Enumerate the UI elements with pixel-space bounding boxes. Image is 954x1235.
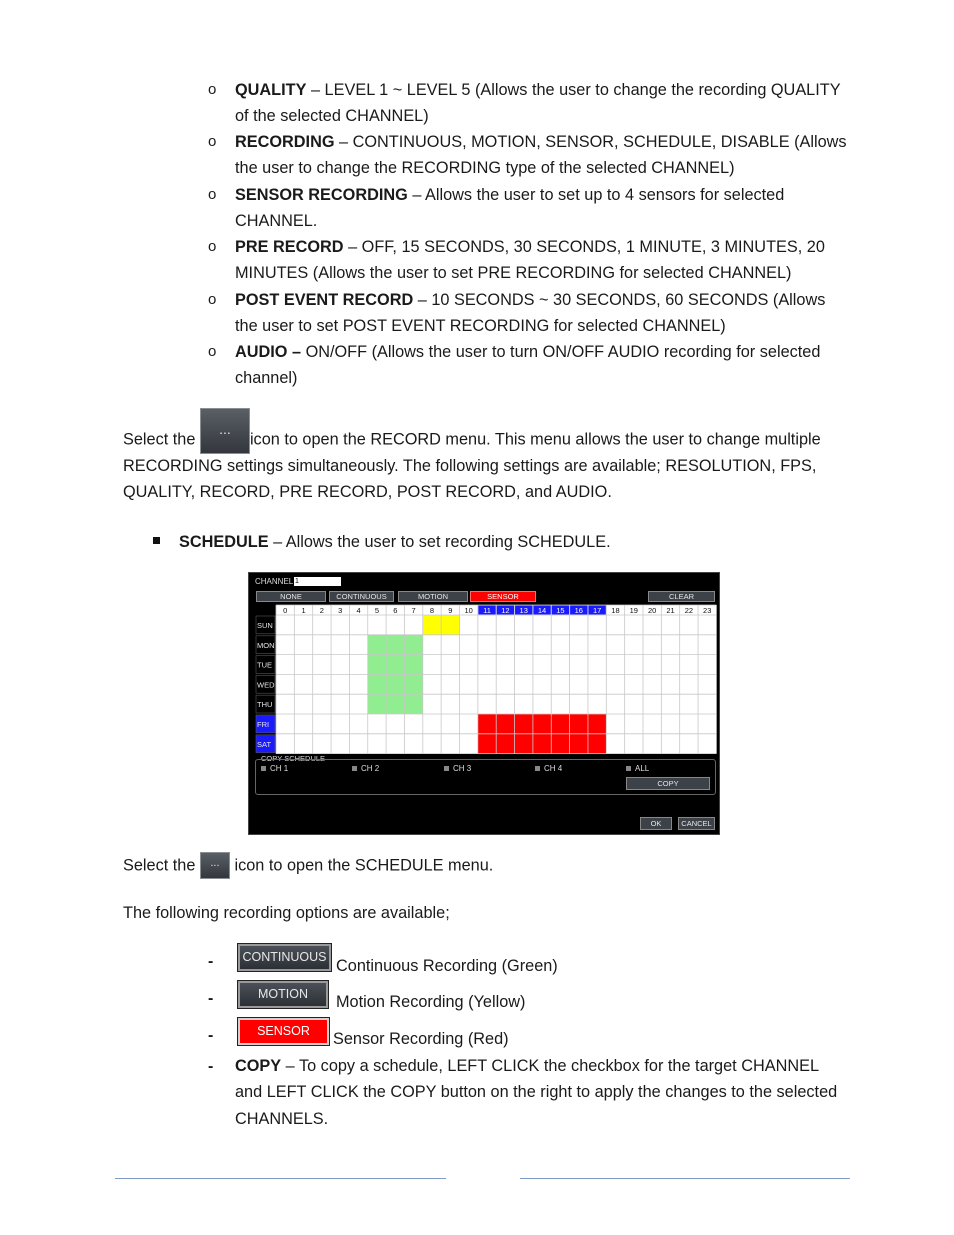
bullet-pre-record	[208, 234, 848, 287]
mode-none-button[interactable]: NONE	[256, 591, 326, 602]
options-intro: The following recording options are available;	[123, 904, 450, 922]
copy-ch2-label: CH 2	[361, 764, 380, 773]
continuous-block	[368, 655, 423, 675]
sensor-legend-text: Sensor Recording (Red)	[333, 1030, 509, 1048]
hour-label: 4	[356, 606, 361, 615]
bullet-sensor-recording	[208, 182, 848, 235]
bullet-post-event-record	[208, 287, 848, 340]
bullet-term: AUDIO –	[235, 343, 302, 361]
bullet-recording	[208, 129, 848, 182]
day-label: SUN	[257, 621, 273, 630]
copy-schedule-title: COPY SCHEDULE	[261, 754, 326, 763]
hour-label: 11	[483, 606, 491, 615]
hour-label: 20	[648, 606, 657, 615]
hour-label: 15	[556, 606, 565, 615]
day-label: TUE	[257, 660, 272, 670]
hour-label: 22	[684, 606, 694, 615]
schedule-grid[interactable]	[248, 572, 720, 835]
day-label: SAT	[257, 739, 272, 749]
hour-label: 0	[283, 606, 288, 615]
hour-label: 10	[464, 606, 473, 615]
schedule-para-lead: Select the	[123, 856, 200, 875]
bullet-text: – LEVEL 1 ~ LEVEL 5 (Allows the user to change the recording QUALITY of the selected CHANNEL)	[235, 81, 841, 126]
copy-ch1-checkbox[interactable]	[261, 766, 266, 771]
bullet-term: RECORDING	[235, 133, 335, 151]
hour-label: 17	[592, 606, 602, 615]
schedule-item	[179, 529, 611, 555]
hour-label: 14	[537, 606, 547, 615]
hour-label: 21	[666, 606, 675, 615]
record-para-body: icon to open the RECORD menu. This menu allows the user to change multiple RECORDING settings simultaneously. The following settings are available; RESOLUTION, FPS, QUALITY, RECORD, PRE RECORD, POST RECORD, and AUDIO.	[123, 430, 821, 502]
dash-marker: -	[208, 990, 214, 1007]
bullet-text: – 10 SECONDS ~ 30 SECONDS, 60 SECONDS (Allows the user to set POST EVENT RECORDING for selected CHANNEL)	[235, 291, 826, 336]
dash-marker: -	[208, 953, 214, 970]
copy-term: COPY	[235, 1057, 282, 1075]
clear-button[interactable]: CLEAR	[648, 591, 715, 602]
mode-motion-button[interactable]: MOTION	[398, 591, 468, 602]
record-para-lead: Select the	[123, 430, 200, 449]
bullet-text: – OFF, 15 SECONDS, 30 SECONDS, 1 MINUTE, 3 MINUTES, 20 MINUTES (Allows the user to set PRE RECORDING for selected CHANNEL)	[235, 238, 825, 283]
copy-ch4-label: CH 4	[544, 764, 563, 773]
channel-label: CHANNEL	[255, 577, 294, 586]
motion-button-sample: MOTION	[238, 981, 328, 1008]
bullet-marker: o	[208, 81, 217, 98]
hour-label: 12	[501, 606, 510, 615]
bullet-marker: o	[208, 343, 217, 360]
bullet-term: QUALITY	[235, 81, 307, 99]
schedule-text: – Allows the user to set recording SCHEDULE.	[268, 533, 611, 551]
square-bullet-icon	[153, 537, 160, 544]
channel-select[interactable]: 1	[294, 577, 341, 586]
sensor-button-sample: SENSOR	[238, 1018, 329, 1045]
dash-marker: -	[208, 1027, 214, 1044]
hour-label: 16	[574, 606, 583, 615]
mode-sensor-button[interactable]: SENSOR	[470, 591, 536, 602]
ellipsis-icon: ...	[200, 408, 250, 454]
hour-label: 8	[429, 606, 435, 615]
hour-label: 7	[411, 606, 416, 615]
footer-rule-left	[115, 1178, 446, 1179]
sensor-block	[478, 714, 606, 734]
ok-button[interactable]: OK	[640, 817, 672, 830]
copy-ch3-label: CH 3	[453, 764, 472, 773]
bullet-term: POST EVENT RECORD	[235, 291, 414, 309]
schedule-para-body: icon to open the SCHEDULE menu.	[229, 856, 494, 875]
hour-label: 1	[301, 606, 306, 615]
copy-text: – To copy a schedule, LEFT CLICK the checkbox for the target CHANNEL and LEFT CLICK the COPY button on the right to apply the changes to the selected CHANNELS.	[235, 1057, 838, 1128]
bullet-text: ON/OFF (Allows the user to turn ON/OFF AUDIO recording for selected channel)	[235, 343, 821, 388]
bullet-quality	[208, 77, 848, 130]
bullet-marker: o	[208, 238, 217, 255]
continuous-button-sample: CONTINUOUS	[238, 944, 331, 971]
hour-label: 5	[374, 606, 380, 615]
bullet-marker: o	[208, 186, 217, 203]
hour-label: 6	[393, 606, 398, 615]
bullet-text: – CONTINUOUS, MOTION, SENSOR, SCHEDULE, DISABLE (Allows the user to change the RECORDING type of the selected CHANNEL)	[235, 133, 847, 178]
day-label: WED	[257, 680, 275, 690]
hour-label: 9	[448, 606, 453, 615]
copy-ch3-checkbox[interactable]	[444, 766, 449, 771]
copy-ch4-checkbox[interactable]	[535, 766, 540, 771]
mode-continuous-button[interactable]: CONTINUOUS	[329, 591, 394, 602]
day-label: MON	[257, 640, 275, 650]
continuous-legend-text: Continuous Recording (Green)	[336, 957, 558, 975]
continuous-block	[368, 635, 423, 655]
hour-label: 18	[611, 606, 620, 615]
hour-label: 13	[519, 606, 528, 615]
day-label: FRI	[257, 720, 270, 729]
schedule-dialog	[248, 572, 720, 835]
hour-label: 19	[629, 606, 638, 615]
record-menu-paragraph	[123, 408, 843, 506]
copy-all-label: ALL	[635, 764, 650, 773]
bullet-term: PRE RECORD	[235, 238, 344, 256]
bullet-term: SENSOR RECORDING	[235, 186, 408, 204]
hour-label: 23	[703, 606, 712, 615]
copy-ch2-checkbox[interactable]	[352, 766, 357, 771]
schedule-menu-paragraph	[123, 852, 843, 879]
sensor-block	[478, 734, 606, 754]
hour-label: 2	[319, 606, 324, 615]
cancel-button[interactable]: CANCEL	[678, 817, 715, 830]
copy-item	[208, 1053, 848, 1132]
bullet-marker: o	[208, 291, 217, 308]
bullet-audio	[208, 339, 848, 392]
continuous-block	[368, 694, 423, 714]
continuous-block	[368, 674, 423, 694]
schedule-term: SCHEDULE	[179, 533, 269, 551]
hour-label: 3	[338, 606, 343, 615]
copy-button[interactable]: COPY	[626, 777, 710, 790]
footer-rule-right	[520, 1178, 850, 1179]
bullet-marker: o	[208, 133, 217, 150]
dash-marker: -	[208, 1058, 214, 1075]
copy-all-checkbox[interactable]	[626, 766, 631, 771]
motion-legend-text: Motion Recording (Yellow)	[336, 993, 526, 1011]
ellipsis-icon: ...	[200, 852, 230, 879]
bullet-text: – Allows the user to set up to 4 sensors for selected CHANNEL.	[235, 186, 785, 231]
copy-ch1-label: CH 1	[270, 764, 289, 773]
day-label: THU	[257, 700, 273, 710]
